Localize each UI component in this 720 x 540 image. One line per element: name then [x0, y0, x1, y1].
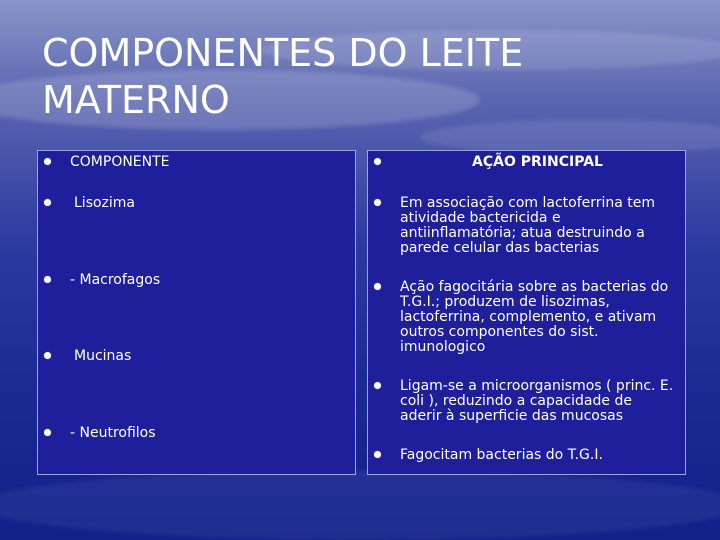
action-line: antiinflamatória; atua destruindo a: [400, 225, 645, 241]
action-line: Ligam-se a microorganismos ( princ. E.: [400, 378, 674, 394]
action-macrofagos: [400, 280, 675, 355]
action-line: coli ), reduzindo a capacidade de: [400, 393, 632, 409]
bullet-dot-icon: [374, 451, 381, 458]
bullet-dot-icon: [44, 276, 51, 283]
bullet-dot-icon: [44, 352, 51, 359]
action-box: [367, 150, 686, 475]
action-line: outros componentes do sist.: [400, 324, 599, 340]
slide-title: [42, 30, 682, 124]
action-line: atividade bactericida e: [400, 210, 561, 226]
bullet-dot-icon: [44, 199, 51, 206]
action-line: aderir à superficie das mucosas: [400, 408, 624, 424]
component-box: [37, 150, 356, 475]
action-line: Ação fagocitária sobre as bacterias do: [400, 279, 669, 295]
bullet-dot-icon: [44, 429, 51, 436]
right-header: AÇÃO PRINCIPAL: [472, 154, 603, 170]
bullet-dot-icon: [44, 158, 51, 165]
bullet-dot-icon: [374, 283, 381, 290]
bullet-dot-icon: [374, 382, 381, 389]
action-line: T.G.I.; produzem de lisozimas,: [400, 294, 610, 310]
action-line: imunologico: [400, 339, 486, 355]
component-mucinas: Mucinas: [74, 348, 132, 364]
bullet-dot-icon: [374, 199, 381, 206]
component-macrofagos: - Macrofagos: [70, 272, 161, 288]
action-mucinas: [400, 379, 675, 424]
action-lisozima: [400, 196, 675, 256]
action-line: parede celular das bacterias: [400, 240, 600, 256]
title-line-2: MATERNO: [42, 78, 230, 122]
component-neutrofilos: - Neutrofilos: [70, 425, 156, 441]
action-line: lactoferrina, complemento, e ativam: [400, 309, 657, 325]
left-header: COMPONENTE: [70, 154, 170, 170]
bullet-dot-icon: [374, 158, 381, 165]
component-lisozima: Lisozima: [74, 195, 136, 211]
action-line: Fagocitam bacterias do T.G.I.: [400, 447, 603, 463]
action-line: Em associação com lactoferrina tem: [400, 195, 656, 211]
action-neutrofilos: [400, 448, 675, 463]
title-line-1: COMPONENTES DO LEITE: [42, 31, 524, 75]
